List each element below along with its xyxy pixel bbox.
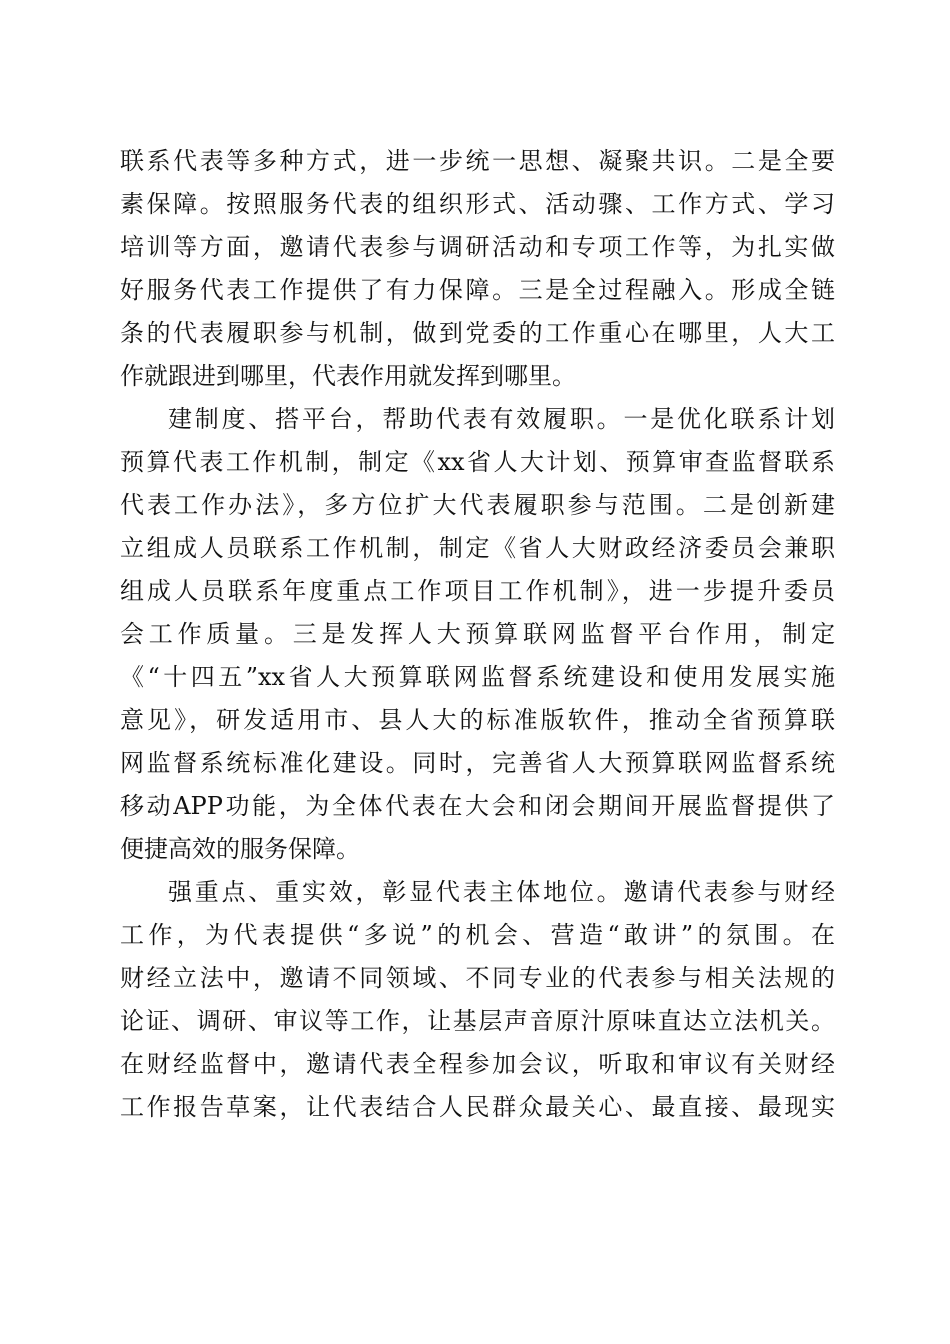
paragraph-2 (120, 398, 835, 871)
text-line: 条的代表履职参与机制，做到党委的工作重心在哪里，人大工 (120, 319, 835, 347)
text-line: 建制度、搭平台，帮助代表有效履职。一是优化联系计划 (168, 405, 835, 433)
document-body (120, 140, 835, 1129)
text-line: 移动APP功能，为全体代表在大会和闭会期间开展监督提供了 (120, 792, 835, 820)
text-line: 组成人员联系年度重点工作项目工作机制》，进一步提升委员 (120, 577, 835, 605)
text-line: 财经立法中，邀请不同领域、不同专业的代表参与相关法规的 (120, 964, 835, 992)
text-line: 《“十四五”xx省人大预算联网监督系统建设和使用发展实施 (120, 663, 835, 691)
text-line: 意见》，研发适用市、县人大的标准版软件，推动全省预算联 (120, 706, 835, 734)
text-line: 立组成人员联系工作机制，制定《省人大财政经济委员会兼职 (120, 534, 835, 562)
text-line: 强重点、重实效，彰显代表主体地位。邀请代表参与财经 (168, 878, 835, 906)
text-line: 在财经监督中，邀请代表全程参加会议，听取和审议有关财经 (120, 1050, 835, 1078)
text-line: 工作报告草案，让代表结合人民群众最关心、最直接、最现实 (120, 1093, 835, 1121)
text-line: 网监督系统标准化建设。同时，完善省人大预算联网监督系统 (120, 749, 835, 777)
text-line: 工作，为代表提供“多说”的机会、营造“敢讲”的氛围。在 (120, 921, 835, 949)
text-line: 联系代表等多种方式，进一步统一思想、凝聚共识。二是全要 (120, 147, 835, 175)
text-line: 好服务代表工作提供了有力保障。三是全过程融入。形成全链 (120, 276, 835, 304)
text-line: 作就跟进到哪里，代表作用就发挥到哪里。 (120, 362, 576, 390)
text-line: 便捷高效的服务保障。 (120, 835, 360, 863)
text-line: 会工作质量。三是发挥人大预算联网监督平台作用，制定 (120, 620, 835, 648)
text-line: 预算代表工作机制，制定《xx省人大计划、预算审查监督联系 (120, 448, 835, 476)
text-line: 论证、调研、审议等工作，让基层声音原汁原味直达立法机关。 (120, 1007, 835, 1035)
text-line: 素保障。按照服务代表的组织形式、活动骤、工作方式、学习 (120, 190, 835, 218)
paragraph-3 (120, 871, 835, 1129)
paragraph-1 (120, 140, 835, 398)
text-line: 培训等方面，邀请代表参与调研活动和专项工作等，为扎实做 (120, 233, 835, 261)
text-line: 代表工作办法》，多方位扩大代表履职参与范围。二是创新建 (120, 491, 835, 519)
